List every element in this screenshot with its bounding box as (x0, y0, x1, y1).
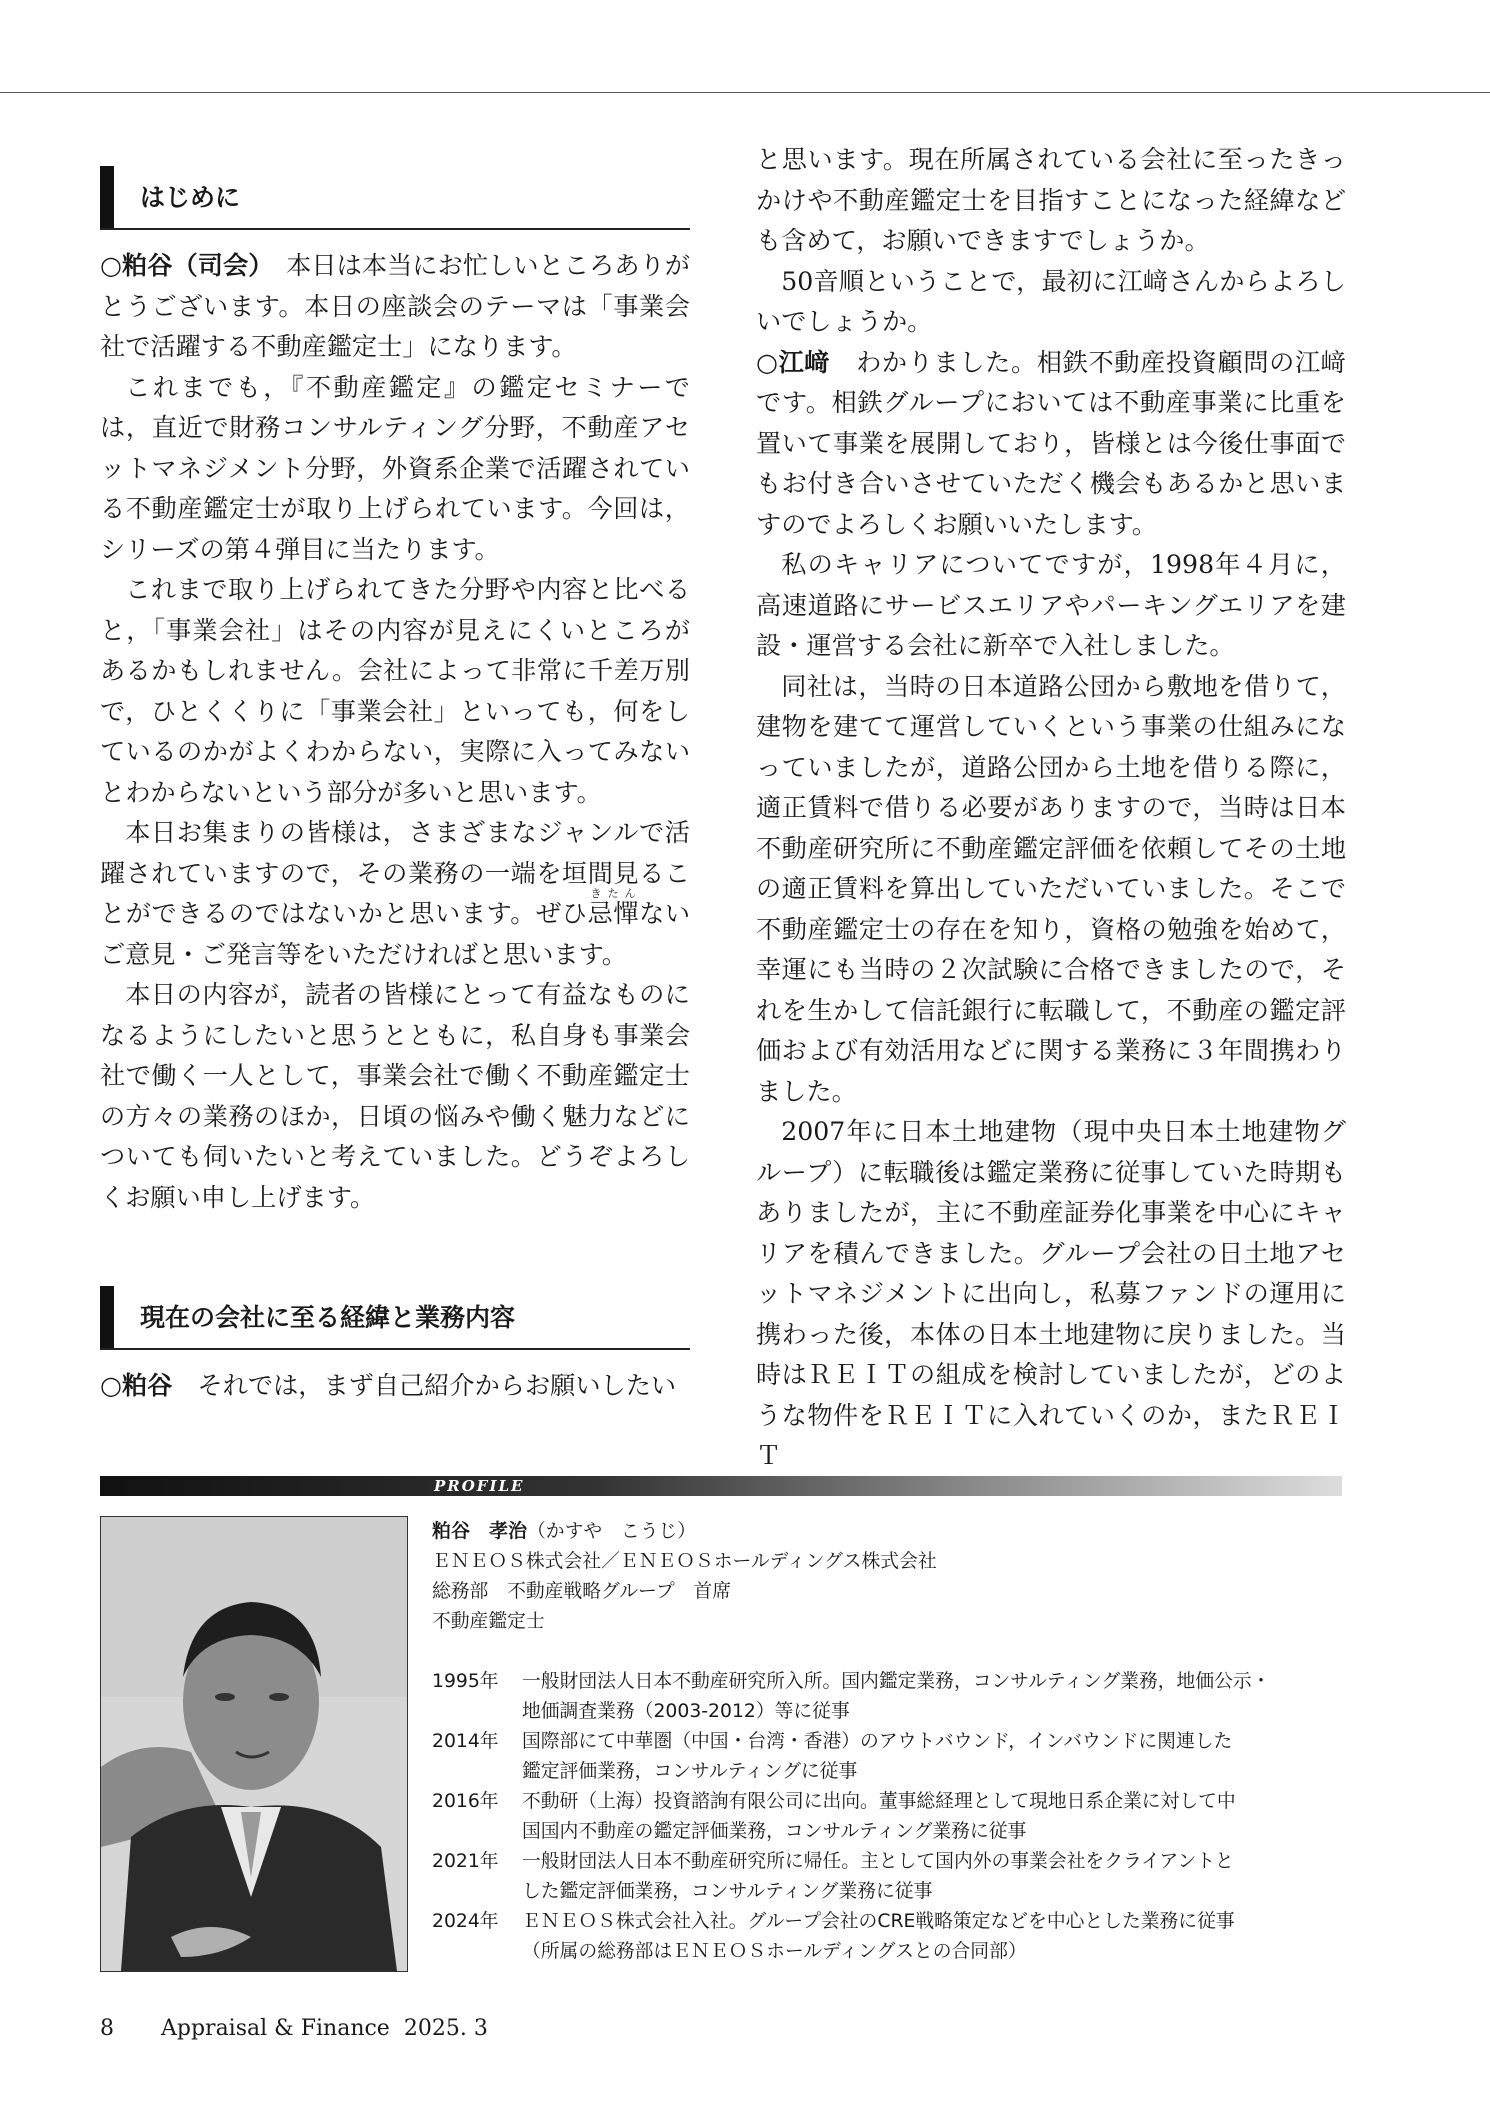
paragraph (100, 813, 690, 975)
career-line: ＥＮＥＯＳ株式会社入社。グループ会社のCRE戦略策定などを中心とした業務に従事 (522, 1911, 1235, 1932)
paragraph: と思います。現在所属されている会社に至ったきっかけや不動産鑑定士を目指すことになった経緯なども含めて，お願いできますでしょうか。 (756, 145, 1346, 255)
profile-label: PROFILE (434, 1477, 525, 1495)
page-number: 8 (100, 2016, 114, 2041)
career-year: 2024年 (432, 1911, 499, 1932)
speaker-label: ○江﨑 (756, 347, 831, 377)
profile-company: ＥＮＥＯＳ株式会社／ＥＮＥＯＳホールディングス株式会社 (432, 1551, 937, 1572)
speaker-label: ○粕谷 (100, 1371, 173, 1400)
career-line: 一般財団法人日本不動産研究所に帰任。主として国内外の事業会社をクライアントと (522, 1851, 1234, 1872)
career-year: 2014年 (432, 1731, 499, 1752)
paragraph (756, 343, 1346, 546)
paragraph (100, 246, 690, 368)
career-item (432, 1667, 1342, 1727)
paragraph-text: ないご意見・ご発言等をいただければと思います。 (100, 899, 691, 969)
top-rule (0, 92, 1490, 93)
profile-text (432, 1516, 1342, 1967)
portrait-illustration (101, 1517, 407, 1971)
heading-bar (100, 166, 114, 228)
section-title: 現在の会社に至る経緯と業務内容 (140, 1303, 516, 1332)
career-description (522, 1667, 1342, 1727)
career-description (522, 1727, 1342, 1787)
speaker-label: ○粕谷（司会） (100, 251, 261, 280)
paragraph-text: わかりました。相鉄不動産投資顧問の江﨑です。相鉄グループにおいては不動産事業に比重を置いて事業を展開しており，皆様とは今後仕事面でもお付き合いさせていただく機会もあるかと思いますのでよろしくお願いいたします。 (756, 347, 1346, 539)
career-item (432, 1727, 1342, 1787)
section-title: はじめに (140, 183, 241, 212)
paragraph-text: それでは，まず自己紹介からお願いしたい (172, 1371, 677, 1400)
career-list (432, 1667, 1342, 1967)
career-line: 国際部にて中華圏（中国・台湾・香港）のアウトバウンド，インバウンドに関連した (522, 1731, 1233, 1752)
portrait-photo (100, 1516, 408, 1972)
career-line: 国国内不動産の鑑定評価業務，コンサルティング業務に従事 (522, 1821, 1027, 1842)
left-column (100, 140, 690, 1407)
right-column (756, 140, 1346, 1477)
career-item (432, 1847, 1342, 1907)
journal-title: Appraisal & Finance (161, 2016, 390, 2041)
paragraph (100, 1366, 690, 1407)
career-description (522, 1907, 1342, 1967)
career-line: 一般財団法人日本不動産研究所入所。国内鑑定業務，コンサルティング業務，地価公示・ (522, 1671, 1271, 1692)
profile-qualification: 不動産鑑定士 (432, 1611, 545, 1632)
career-line: 鑑定評価業務，コンサルティングに従事 (522, 1761, 858, 1782)
paragraph: 同社は，当時の日本道路公団から敷地を借りて，建物を建てて運営していくという事業の仕組みになっていましたが，道路公団から土地を借りる際に，適正賃料で借りる必要がありますので，当時は日本不動産研究所に不動産鑑定評価を依頼してその土地の適正賃料を算出していただいていました。そこで不動産鑑定士の存在を知り，資格の勉強を始めて，幸運にも当時の２次試験に合格できましたので，それを生かして信託銀行に転職して，不動産の鑑定評価および有効活用などに関する業務に３年間携わりました。 (756, 671, 1347, 1106)
career-year: 2016年 (432, 1791, 499, 1812)
section-heading-background (100, 1286, 690, 1350)
ruby-word (587, 887, 640, 928)
career-line: した鑑定評価業務，コンサルティング業務に従事 (522, 1881, 933, 1902)
career-line: （所属の総務部はＥＮＥＯＳホールディングスとの合同部） (522, 1941, 1027, 1962)
profile-reading: （かすや こうじ） (527, 1521, 697, 1542)
paragraph: これまで取り上げられてきた分野や内容と比べると，「事業会社」はその内容が見えにくいところがあるかもしれません。会社によって非常に千差万別で，ひとくくりに「事業会社」といっても，何をしているのかがよくわからない，実際に入ってみないとわからないという部分が多いと思います。 (100, 575, 690, 807)
career-item (432, 1787, 1342, 1847)
profile-band (100, 1476, 1342, 1496)
issue-date: 2025. 3 (403, 2016, 488, 2041)
ruby-base: 忌憚 (587, 899, 640, 928)
section-heading-intro (100, 166, 690, 230)
page-footer (100, 2016, 488, 2041)
paragraph: 50音順ということで，最初に江﨑さんからよろしいでしょうか。 (756, 266, 1346, 336)
career-line: 地価調査業務（2003-2012）等に従事 (522, 1701, 850, 1722)
paragraph-text: 本日は本当にお忙しいところありがとうございます。本日の座談会のテーマは「事業会社で活躍する不動産鑑定士」になります。 (100, 251, 690, 361)
paragraph: 私のキャリアについてですが，1998年４月に，高速道路にサービスエリアやパーキングエリアを建設・運営する会社に新卒で入社しました。 (756, 550, 1346, 660)
paragraph: これまでも，『不動産鑑定』の鑑定セミナーでは，直近で財務コンサルティング分野，不動産アセットマネジメント分野，外資系企業で活躍されている不動産鑑定士が取り上げられています。今回は，シリーズの第４弾目に当たります。 (100, 372, 690, 564)
heading-bar (100, 1286, 114, 1348)
career-year: 2021年 (432, 1851, 499, 1872)
paragraph: 2007年に日本土地建物（現中央日本土地建物グループ）に転職後は鑑定業務に従事していた時期もありましたが，主に不動産証券化事業を中心にキャリアを積んできました。グループ会社の日土地アセットマネジメントに出向し，私募ファンドの運用に携わった後，本体の日本土地建物に戻りました。当時はＲＥＩＴの組成を検討していましたが，どのような物件をＲＥＩＴに入れていくのか，またＲＥＩＴ (756, 1117, 1346, 1470)
paragraph: 本日の内容が，読者の皆様にとって有益なものになるようにしたいと思うとともに，私自身も事業会社で働く一人として，事業会社で働く不動産鑑定士の方々の業務のほか，日頃の悩みや働く魅力などについても伺いたいと考えていました。どうぞよろしくお願い申し上げます。 (100, 980, 690, 1212)
career-description (522, 1787, 1342, 1847)
career-line: 不動研（上海）投資諮詢有限公司に出向。董事総経理として現地日系企業に対して中 (522, 1791, 1236, 1812)
career-year: 1995年 (432, 1671, 499, 1692)
ruby-reading: きたん (587, 887, 639, 900)
profile-department: 総務部 不動産戦略グループ 首席 (432, 1581, 731, 1602)
profile-name: 粕谷 孝治 (432, 1520, 528, 1542)
career-item (432, 1907, 1342, 1967)
profile-name-line (432, 1516, 1342, 1547)
career-description (522, 1847, 1342, 1907)
paragraph-text: 本日お集まりの皆様は，さまざまなジャンルで活躍されていますので，その業務の一端を垣間見ることができるのではないかと思います。ぜひ (100, 818, 690, 928)
